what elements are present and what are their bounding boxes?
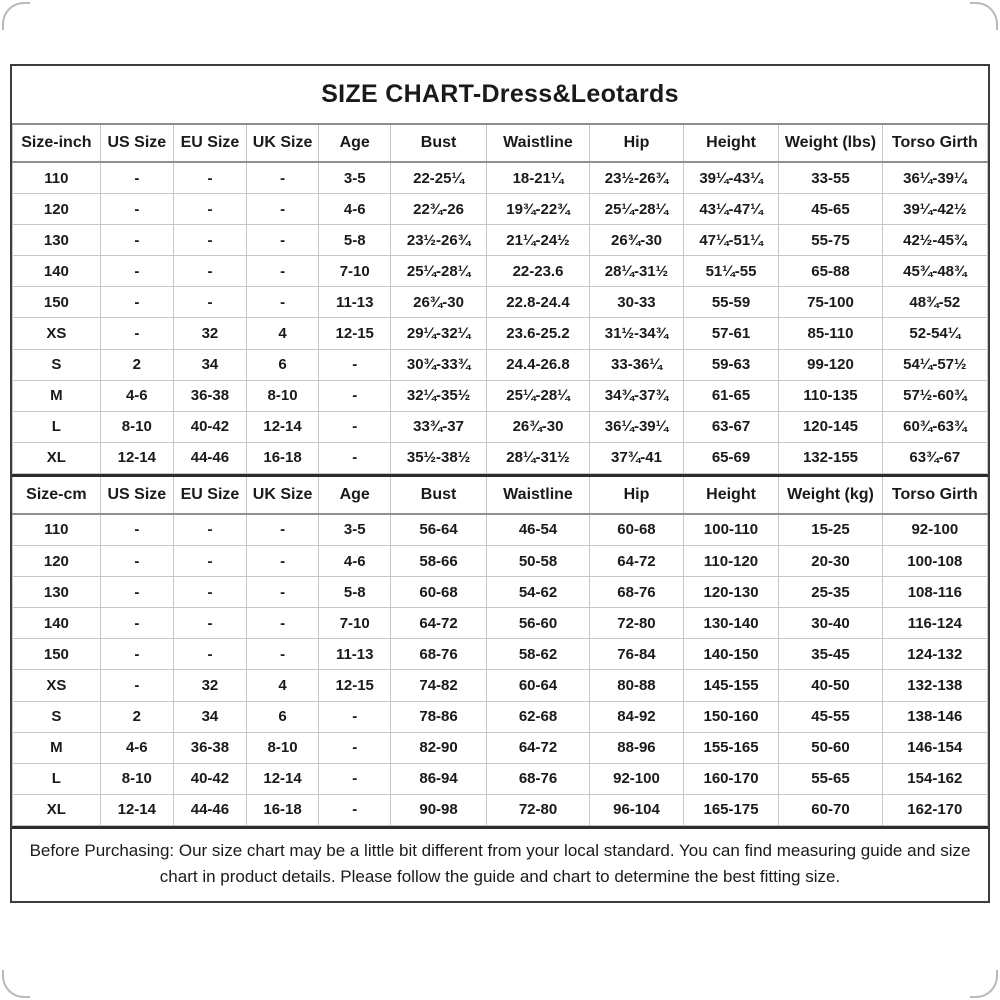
cell: - — [100, 256, 173, 287]
cell: - — [100, 546, 173, 577]
cell: 31½-34¾ — [590, 318, 684, 349]
cell: 132-155 — [779, 442, 882, 473]
cell: 57-61 — [683, 318, 779, 349]
cell: 82-90 — [391, 732, 487, 763]
cell: 12-14 — [100, 794, 173, 825]
cell: L — [13, 411, 101, 442]
cell: 32 — [173, 318, 246, 349]
cell: - — [319, 763, 391, 794]
cell: 4 — [247, 670, 319, 701]
cell: 28¼-31½ — [486, 442, 589, 473]
cell: 155-165 — [683, 732, 779, 763]
cell: 85-110 — [779, 318, 882, 349]
cell: 116-124 — [882, 608, 987, 639]
column-header: UK Size — [247, 475, 319, 514]
cell: 11-13 — [319, 639, 391, 670]
cell: 22¾-26 — [391, 194, 487, 225]
table-row — [13, 380, 988, 411]
purchase-note: Before Purchasing: Our size chart may be a little bit different from your local standard. You can find measuring guide and size chart in product details. Please follow the guide and chart to determine the best fitting size. — [12, 826, 988, 901]
table-row — [13, 287, 988, 318]
table-row — [13, 608, 988, 639]
cell: 145-155 — [683, 670, 779, 701]
table-row — [13, 577, 988, 608]
cell: 68-76 — [590, 577, 684, 608]
cell: - — [319, 411, 391, 442]
cell: - — [319, 380, 391, 411]
header-row — [13, 475, 988, 514]
cell: 60-68 — [391, 577, 487, 608]
cell: 65-69 — [683, 442, 779, 473]
cell: 46-54 — [486, 514, 589, 546]
cell: 110-135 — [779, 380, 882, 411]
cell: 64-72 — [391, 608, 487, 639]
cell: 18-21¼ — [486, 162, 589, 194]
cell: 78-86 — [391, 701, 487, 732]
cell: - — [100, 514, 173, 546]
cell: 22-23.6 — [486, 256, 589, 287]
column-header: US Size — [100, 124, 173, 162]
column-header: Height — [683, 475, 779, 514]
cell: 59-63 — [683, 349, 779, 380]
cell: 39¼-42½ — [882, 194, 987, 225]
cell: 40-42 — [173, 411, 246, 442]
cell: XL — [13, 442, 101, 473]
cell: - — [247, 162, 319, 194]
cell: 120 — [13, 194, 101, 225]
cell: 72-80 — [590, 608, 684, 639]
cell: 165-175 — [683, 794, 779, 825]
cell: 150 — [13, 287, 101, 318]
cell: 19¾-22¾ — [486, 194, 589, 225]
cell: 99-120 — [779, 349, 882, 380]
cell: 7-10 — [319, 256, 391, 287]
column-header: Torso Girth — [882, 475, 987, 514]
cell: - — [100, 287, 173, 318]
cell: 130-140 — [683, 608, 779, 639]
cell: 39¼-43¼ — [683, 162, 779, 194]
cell: 60-68 — [590, 514, 684, 546]
corner-decoration — [970, 2, 998, 30]
cell: 36-38 — [173, 380, 246, 411]
cell: 140-150 — [683, 639, 779, 670]
column-header: Weight (lbs) — [779, 124, 882, 162]
column-header: Torso Girth — [882, 124, 987, 162]
cell: 37¾-41 — [590, 442, 684, 473]
table-row — [13, 546, 988, 577]
cell: 4-6 — [100, 380, 173, 411]
cell: 138-146 — [882, 701, 987, 732]
cell: 16-18 — [247, 442, 319, 473]
cell: 72-80 — [486, 794, 589, 825]
size-table-cm — [12, 474, 988, 826]
cell: 52-54¼ — [882, 318, 987, 349]
cell: 23.6-25.2 — [486, 318, 589, 349]
cell: 2 — [100, 349, 173, 380]
cell: 12-15 — [319, 318, 391, 349]
cell: 110-120 — [683, 546, 779, 577]
cell: 30-33 — [590, 287, 684, 318]
cell: 140 — [13, 256, 101, 287]
cell: 4-6 — [100, 732, 173, 763]
cell: - — [100, 194, 173, 225]
cell: - — [319, 794, 391, 825]
cell: 25-35 — [779, 577, 882, 608]
cell: - — [173, 256, 246, 287]
cell: 108-116 — [882, 577, 987, 608]
cell: 35½-38½ — [391, 442, 487, 473]
cell: 33-55 — [779, 162, 882, 194]
cell: 12-14 — [247, 411, 319, 442]
column-header: EU Size — [173, 475, 246, 514]
cell: 132-138 — [882, 670, 987, 701]
cell: 7-10 — [319, 608, 391, 639]
cell: - — [173, 514, 246, 546]
cell: 47¼-51¼ — [683, 225, 779, 256]
column-header: Hip — [590, 475, 684, 514]
table-row — [13, 411, 988, 442]
cell: 34 — [173, 349, 246, 380]
cell: 30-40 — [779, 608, 882, 639]
cell: 60-70 — [779, 794, 882, 825]
cell: - — [319, 732, 391, 763]
cell: 5-8 — [319, 225, 391, 256]
cell: - — [100, 225, 173, 256]
cell: 60-64 — [486, 670, 589, 701]
cell: 12-15 — [319, 670, 391, 701]
header-row — [13, 124, 988, 162]
table-row — [13, 349, 988, 380]
corner-decoration — [970, 970, 998, 998]
cell: 140 — [13, 608, 101, 639]
table-row — [13, 194, 988, 225]
cell: - — [173, 194, 246, 225]
cell: 68-76 — [391, 639, 487, 670]
cell: 63¾-67 — [882, 442, 987, 473]
cell: 80-88 — [590, 670, 684, 701]
cell: 23½-26¾ — [590, 162, 684, 194]
column-header: UK Size — [247, 124, 319, 162]
cell: 55-65 — [779, 763, 882, 794]
cell: 55-75 — [779, 225, 882, 256]
cell: 22.8-24.4 — [486, 287, 589, 318]
cell: 40-42 — [173, 763, 246, 794]
column-header: Height — [683, 124, 779, 162]
cell: 34¾-37¾ — [590, 380, 684, 411]
cell: 36¼-39¼ — [590, 411, 684, 442]
cell: - — [247, 608, 319, 639]
cell: 6 — [247, 349, 319, 380]
column-header: Weight (kg) — [779, 475, 882, 514]
cell: - — [319, 701, 391, 732]
cell: 84-92 — [590, 701, 684, 732]
cell: 120-145 — [779, 411, 882, 442]
cell: - — [173, 639, 246, 670]
cell: - — [100, 639, 173, 670]
cell: XL — [13, 794, 101, 825]
cell: 40-50 — [779, 670, 882, 701]
cell: - — [247, 639, 319, 670]
cell: 100-110 — [683, 514, 779, 546]
cell: 86-94 — [391, 763, 487, 794]
cell: L — [13, 763, 101, 794]
table-row — [13, 701, 988, 732]
cell: 92-100 — [590, 763, 684, 794]
cell: XS — [13, 318, 101, 349]
table-row — [13, 732, 988, 763]
cell: - — [247, 514, 319, 546]
cell: 130 — [13, 225, 101, 256]
cell: 8-10 — [247, 732, 319, 763]
cell: 26¾-30 — [590, 225, 684, 256]
cell: 34 — [173, 701, 246, 732]
cell: 63-67 — [683, 411, 779, 442]
cell: 32¼-35½ — [391, 380, 487, 411]
cell: - — [100, 608, 173, 639]
cell: 6 — [247, 701, 319, 732]
cell: 45-55 — [779, 701, 882, 732]
chart-title: SIZE CHART-Dress&Leotards — [321, 80, 679, 108]
column-header: Age — [319, 475, 391, 514]
column-header: Size-inch — [13, 124, 101, 162]
column-header: Hip — [590, 124, 684, 162]
cell: - — [247, 256, 319, 287]
cell: - — [247, 546, 319, 577]
table-row — [13, 794, 988, 825]
cell: 65-88 — [779, 256, 882, 287]
cell: 130 — [13, 577, 101, 608]
cell: 25¼-28¼ — [391, 256, 487, 287]
cell: 96-104 — [590, 794, 684, 825]
cell: 15-25 — [779, 514, 882, 546]
cell: 35-45 — [779, 639, 882, 670]
cell: 43¼-47¼ — [683, 194, 779, 225]
cell: 21¼-24½ — [486, 225, 589, 256]
cell: 48¾-52 — [882, 287, 987, 318]
cell: 64-72 — [590, 546, 684, 577]
column-header: Bust — [391, 124, 487, 162]
cell: 110 — [13, 162, 101, 194]
cell: 162-170 — [882, 794, 987, 825]
cell: 58-66 — [391, 546, 487, 577]
cell: 8-10 — [100, 763, 173, 794]
cell: 50-58 — [486, 546, 589, 577]
table-row — [13, 442, 988, 473]
cell: 56-64 — [391, 514, 487, 546]
cell: 150 — [13, 639, 101, 670]
cell: S — [13, 701, 101, 732]
table-row — [13, 514, 988, 546]
cell: 61-65 — [683, 380, 779, 411]
cell: 23½-26¾ — [391, 225, 487, 256]
cell: - — [100, 318, 173, 349]
cell: 36-38 — [173, 732, 246, 763]
cell: 3-5 — [319, 514, 391, 546]
cell: 32 — [173, 670, 246, 701]
cell: 28¼-31½ — [590, 256, 684, 287]
cell: 29¼-32¼ — [391, 318, 487, 349]
cell: 33¾-37 — [391, 411, 487, 442]
column-header: Bust — [391, 475, 487, 514]
cell: 4 — [247, 318, 319, 349]
cell: 124-132 — [882, 639, 987, 670]
cell: - — [173, 287, 246, 318]
cell: 42½-45¾ — [882, 225, 987, 256]
cell: 20-30 — [779, 546, 882, 577]
cell: 5-8 — [319, 577, 391, 608]
cell: 51¼-55 — [683, 256, 779, 287]
cell: 62-68 — [486, 701, 589, 732]
cell: 120 — [13, 546, 101, 577]
cell: 110 — [13, 514, 101, 546]
cell: 36¼-39¼ — [882, 162, 987, 194]
cell: 45¾-48¾ — [882, 256, 987, 287]
cell: 33-36¼ — [590, 349, 684, 380]
column-header: Waistline — [486, 124, 589, 162]
cell: 150-160 — [683, 701, 779, 732]
cell: 88-96 — [590, 732, 684, 763]
cell: 146-154 — [882, 732, 987, 763]
cell: 30¾-33¾ — [391, 349, 487, 380]
cell: 2 — [100, 701, 173, 732]
cell: - — [173, 608, 246, 639]
cell: 60¾-63¾ — [882, 411, 987, 442]
cell: 154-162 — [882, 763, 987, 794]
cell: - — [247, 194, 319, 225]
cell: 92-100 — [882, 514, 987, 546]
cell: 12-14 — [100, 442, 173, 473]
cell: 3-5 — [319, 162, 391, 194]
cell: 54-62 — [486, 577, 589, 608]
cell: - — [319, 442, 391, 473]
cell: 11-13 — [319, 287, 391, 318]
cell: - — [173, 577, 246, 608]
cell: 64-72 — [486, 732, 589, 763]
cell: 24.4-26.8 — [486, 349, 589, 380]
cell: M — [13, 380, 101, 411]
cell: 44-46 — [173, 442, 246, 473]
cell: 74-82 — [391, 670, 487, 701]
cell: 100-108 — [882, 546, 987, 577]
size-chart — [10, 64, 990, 903]
cell: S — [13, 349, 101, 380]
cell: - — [100, 577, 173, 608]
cell: 44-46 — [173, 794, 246, 825]
table-row — [13, 763, 988, 794]
cell: 8-10 — [247, 380, 319, 411]
cell: 57½-60¾ — [882, 380, 987, 411]
cell: 26¾-30 — [391, 287, 487, 318]
cell: 4-6 — [319, 546, 391, 577]
cell: 56-60 — [486, 608, 589, 639]
cell: 54¼-57½ — [882, 349, 987, 380]
cell: - — [247, 287, 319, 318]
column-header: US Size — [100, 475, 173, 514]
cell: - — [247, 225, 319, 256]
cell: 16-18 — [247, 794, 319, 825]
column-header: Size-cm — [13, 475, 101, 514]
cell: 4-6 — [319, 194, 391, 225]
cell: 90-98 — [391, 794, 487, 825]
cell: 50-60 — [779, 732, 882, 763]
cell: 68-76 — [486, 763, 589, 794]
cell: 25¼-28¼ — [486, 380, 589, 411]
cell: 26¾-30 — [486, 411, 589, 442]
cell: 12-14 — [247, 763, 319, 794]
corner-decoration — [2, 970, 30, 998]
cell: - — [247, 577, 319, 608]
table-row — [13, 318, 988, 349]
cell: 22-25¼ — [391, 162, 487, 194]
table-row — [13, 225, 988, 256]
cell: M — [13, 732, 101, 763]
cell: XS — [13, 670, 101, 701]
column-header: Age — [319, 124, 391, 162]
size-table-inch — [12, 123, 988, 474]
corner-decoration — [2, 2, 30, 30]
cell: 45-65 — [779, 194, 882, 225]
table-row — [13, 256, 988, 287]
cell: 76-84 — [590, 639, 684, 670]
cell: - — [100, 670, 173, 701]
table-row — [13, 162, 988, 194]
cell: 25¼-28¼ — [590, 194, 684, 225]
cell: 8-10 — [100, 411, 173, 442]
cell: - — [173, 225, 246, 256]
cell: - — [319, 349, 391, 380]
column-header: EU Size — [173, 124, 246, 162]
cell: 75-100 — [779, 287, 882, 318]
column-header: Waistline — [486, 475, 589, 514]
cell: 160-170 — [683, 763, 779, 794]
cell: 120-130 — [683, 577, 779, 608]
cell: - — [100, 162, 173, 194]
cell: - — [173, 162, 246, 194]
table-row — [13, 639, 988, 670]
cell: 58-62 — [486, 639, 589, 670]
cell: - — [173, 546, 246, 577]
cell: 55-59 — [683, 287, 779, 318]
table-row — [13, 670, 988, 701]
